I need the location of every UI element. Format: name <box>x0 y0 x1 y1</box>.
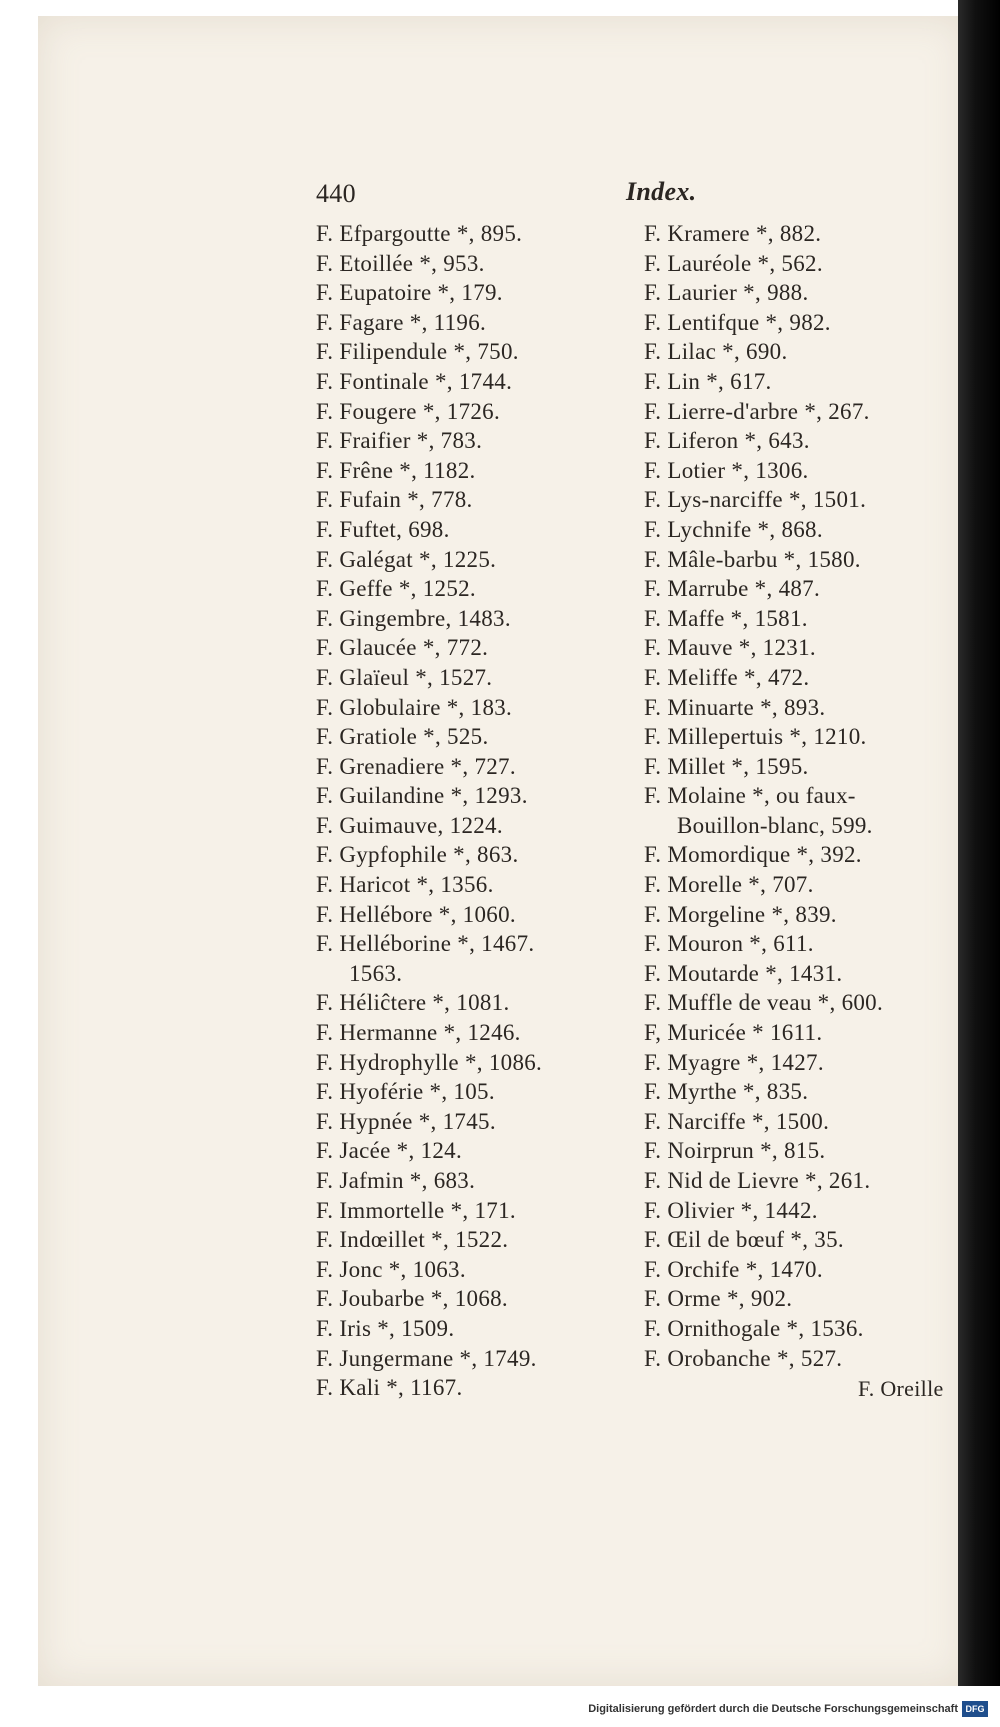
index-entry: F. Millet *, 1595. <box>644 753 809 779</box>
index-entry: F. Grenadiere *, 727. <box>316 753 516 779</box>
index-entry: F. Orchife *, 1470. <box>644 1256 823 1282</box>
index-entry: F. Jonc *, 1063. <box>316 1256 466 1282</box>
index-entry: F. Lauréole *, 562. <box>644 250 823 276</box>
index-entry: F. Iris *, 1509. <box>316 1315 455 1341</box>
index-entry: F. Galégat *, 1225. <box>316 546 497 572</box>
index-entry: F. Meliffe *, 472. <box>644 664 810 690</box>
index-entry: F. Lierre-d'arbre *, 267. <box>644 398 870 424</box>
index-entry: F. Moutarde *, 1431. <box>644 960 843 986</box>
index-entry: F. Fontinale *, 1744. <box>316 368 513 394</box>
index-entry: F. Frêne *, 1182. <box>316 457 476 483</box>
index-entry: F. Hypnée *, 1745. <box>316 1108 496 1134</box>
index-entry: F. Joubarbe *, 1068. <box>316 1286 508 1312</box>
index-entry: F. Fufain *, 778. <box>316 487 473 513</box>
index-entry: F. Maffe *, 1581. <box>644 605 808 631</box>
index-entry: F. Mauve *, 1231. <box>644 635 816 661</box>
index-entry: F. Hermanne *, 1246. <box>316 1020 521 1046</box>
index-entry: F. Fraifier *, 783. <box>316 428 483 454</box>
index-entry: F. Kali *, 1167. <box>316 1375 463 1401</box>
index-entry: F. Immortelle *, 171. <box>316 1197 516 1223</box>
index-entry: F. Geffe *, 1252. <box>316 576 476 602</box>
index-entry: F. Millepertuis *, 1210. <box>644 724 867 750</box>
index-entry: F. Laurier *, 988. <box>644 280 809 306</box>
index-entry: F. Myrthe *, 835. <box>644 1079 809 1105</box>
index-entry: F. Mouron *, 611. <box>644 931 814 957</box>
index-entry: F. Indœillet *, 1522. <box>316 1227 509 1253</box>
index-entry: F. Morgeline *, 839. <box>644 901 837 927</box>
index-entry: F. Haricot *, 1356. <box>316 872 494 898</box>
index-entry: F. Noirprun *, 815. <box>644 1138 826 1164</box>
index-entry: F. Etoillée *, 953. <box>316 250 485 276</box>
index-entry: F. Fagare *, 1196. <box>316 309 487 335</box>
index-entry: F. Filipendule *, 750. <box>316 339 519 365</box>
index-entry: Bouillon-blanc, 599. <box>677 812 873 838</box>
index-column-left <box>316 219 542 1403</box>
index-entry: F. Minuarte *, 893. <box>644 694 826 720</box>
index-entry: F. Gingembre, 1483. <box>316 605 511 631</box>
index-entry: F. Liferon *, 643. <box>644 428 810 454</box>
index-entry: F, Muricée * 1611. <box>644 1020 823 1046</box>
index-entry: F. Molaine *, ou faux- <box>644 783 856 809</box>
catchword: F. Oreille <box>858 1376 944 1401</box>
running-head: Index. <box>626 177 697 206</box>
index-entry: F. Hydrophylle *, 1086. <box>316 1049 543 1075</box>
index-entry: F. Hyoférie *, 105. <box>316 1079 495 1105</box>
index-entry: F. Orme *, 902. <box>644 1286 793 1312</box>
index-entry: 1563. <box>349 960 403 986</box>
book-page <box>38 16 966 1686</box>
index-entry: F. Lin *, 617. <box>644 368 772 394</box>
index-entry: F. Lilac *, 690. <box>644 339 788 365</box>
page-number: 440 <box>316 179 356 208</box>
index-entry: F. Gypfophile *, 863. <box>316 842 519 868</box>
index-entry: F. Guilandine *, 1293. <box>316 783 528 809</box>
funding-credit: Digitalisierung gefördert durch die Deutsche Forschungsgemeinschaft <box>588 1703 958 1715</box>
index-entry: F. Ornithogale *, 1536. <box>644 1315 864 1341</box>
index-entry: F. Lys-narciffe *, 1501. <box>644 487 867 513</box>
index-entry: F. Morelle *, 707. <box>644 872 814 898</box>
index-entry: F. Guimauve, 1224. <box>316 812 503 838</box>
index-entry: F. Œil de bœuf *, 35. <box>644 1227 844 1253</box>
index-entry: F. Glaucée *, 772. <box>316 635 489 661</box>
index-entry: F. Héliĉtere *, 1081. <box>316 990 510 1016</box>
index-entry: F. Gratiole *, 525. <box>316 724 489 750</box>
index-entry: F. Fuftet, 698. <box>316 516 450 542</box>
index-entry: F. Mâle-barbu *, 1580. <box>644 546 861 572</box>
index-entry: F. Lychnife *, 868. <box>644 516 823 542</box>
index-entry: F. Jacée *, 124. <box>316 1138 463 1164</box>
index-entry: F. Narciffe *, 1500. <box>644 1108 830 1134</box>
index-entry: F. Myagre *, 1427. <box>644 1049 824 1075</box>
index-entry: F. Lotier *, 1306. <box>644 457 809 483</box>
index-entry: F. Muffle de veau *, 600. <box>644 990 884 1016</box>
index-entry: F. Orobanche *, 527. <box>644 1345 843 1371</box>
index-column-right <box>644 219 883 1373</box>
index-entry: F. Marrube *, 487. <box>644 576 821 602</box>
index-entry: F. Jafmin *, 683. <box>316 1168 476 1193</box>
index-entry: F. Jungermane *, 1749. <box>316 1345 537 1371</box>
index-entry: F. Momordique *, 392. <box>644 842 862 868</box>
index-entry: F. Glaïeul *, 1527. <box>316 664 493 690</box>
book-binding-edge <box>958 0 1000 1690</box>
index-entry: F. Fougere *, 1726. <box>316 398 501 424</box>
index-entry: F. Globulaire *, 183. <box>316 694 513 720</box>
index-entry: F. Nid de Lievre *, 261. <box>644 1168 871 1193</box>
index-entry: F. Eupatoire *, 179. <box>316 280 503 306</box>
dfg-logo: DFG <box>962 1701 988 1717</box>
index-entry: F. Hellébore *, 1060. <box>316 901 516 927</box>
index-entry: F. Kramere *, 882. <box>644 221 822 246</box>
index-entry: F. Lentifque *, 982. <box>644 309 831 335</box>
index-entry: F. Olivier *, 1442. <box>644 1197 818 1223</box>
index-entry: F. Helléborine *, 1467. <box>316 931 535 957</box>
index-entry: F. Efpargoutte *, 895. <box>316 221 523 246</box>
